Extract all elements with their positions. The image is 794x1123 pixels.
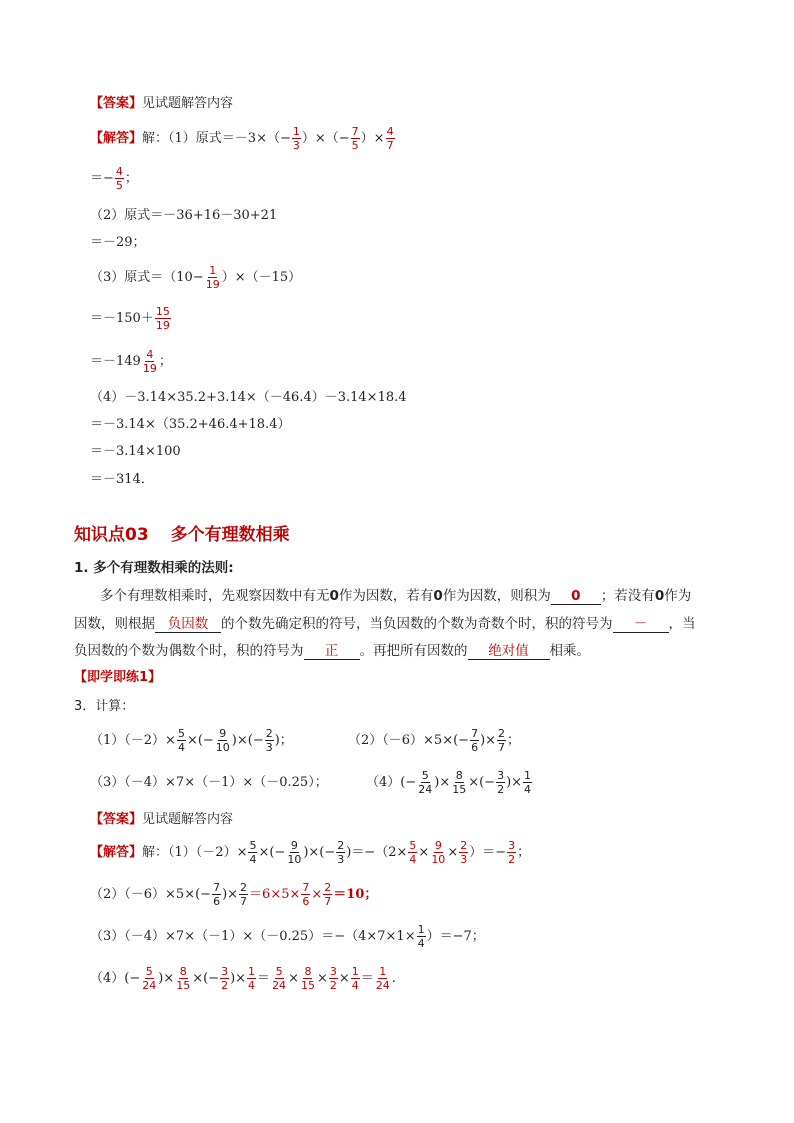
solution-line-4: ＝－29； bbox=[90, 235, 146, 250]
solution-step-4: （4）(− $\frac{5}{24}$ )× $\frac{8}{15}$ ×(− $\frac{3}{2}$ )× $\frac{1}{4}$ ＝ $\frac{5}{24}$ × $\frac{8}{15}$ × $\frac{3}{2}$ × $\frac{1}{4}$ ＝ $\frac{1}{24}$ . bbox=[90, 965, 396, 992]
fraction: $\frac{2}{3}$ bbox=[460, 839, 468, 866]
solution-line-2 bbox=[90, 162, 138, 196]
fraction: $\frac{4}{19}$ bbox=[142, 348, 157, 375]
question-2: （2）（－6）×5×(− $\frac{7}{6}$ )× $\frac{2}{7}$ ； bbox=[348, 727, 521, 754]
blank-absolute-value: 绝对值 bbox=[468, 643, 550, 660]
fraction: $\frac{5}{4}$ bbox=[249, 839, 257, 866]
heading-title: 多个有理数相乘 bbox=[170, 525, 290, 545]
fraction: $\frac{8}{15}$ bbox=[452, 769, 467, 796]
question-title: 3．计算： bbox=[74, 699, 135, 714]
answer-text: 见试题解答内容 bbox=[142, 812, 234, 827]
fraction: $\frac{3}{2}$ bbox=[508, 839, 516, 866]
fraction: $\frac{4}{7}$ bbox=[386, 125, 394, 152]
fraction: $\frac{1}{4}$ bbox=[524, 769, 532, 796]
rule-title: 1. 多个有理数相乘的法则: bbox=[74, 560, 234, 576]
solution-line-1 bbox=[90, 122, 396, 156]
heading-number: 知识点03 bbox=[74, 525, 149, 545]
solution-tag: 【解答】 bbox=[90, 845, 143, 860]
fraction: $\frac{2}{3}$ bbox=[337, 839, 345, 866]
answer-text: 见试题解答内容 bbox=[142, 96, 234, 111]
rule-line-2: 因数，则根据 负因数 的个数先确定积的符号，当负因数的个数为奇数个时，积的符号为 － ，当 bbox=[74, 616, 696, 632]
fraction: $\frac{7}{6}$ bbox=[213, 881, 221, 908]
solution-step-2: （2）（－6）×5×(− $\frac{7}{6}$ )× $\frac{2}{7}$ ＝6×5× $\frac{7}{6}$ × $\frac{2}{7}$ ＝10； bbox=[90, 881, 378, 908]
fraction: $\frac{9}{10}$ bbox=[431, 839, 446, 866]
question-1: （1）（－2）× $\frac{5}{4}$ ×(− $\frac{9}{10}$ )×(− $\frac{2}{3}$ )； bbox=[90, 727, 293, 754]
practice-tag: 【即学即练1】 bbox=[74, 670, 162, 685]
fraction: $\frac{2}{3}$ bbox=[265, 727, 273, 754]
question-4: （4）(− $\frac{5}{24}$ )× $\frac{8}{15}$ ×(− $\frac{3}{2}$ )× $\frac{1}{4}$ bbox=[366, 769, 532, 796]
blank-negative-sign: － bbox=[613, 616, 669, 633]
solution-line-5: （3）原式＝（10− $\frac{1}{19}$ ）×（－15） bbox=[90, 264, 302, 291]
solution-line-6: ＝－150＋ $\frac{15}{19}$ bbox=[90, 305, 170, 332]
fraction: $\frac{5}{24}$ bbox=[272, 965, 287, 992]
jie-label: 解： bbox=[142, 131, 169, 146]
solution-line-9: ＝－3.14×（35.2+46.4+18.4） bbox=[90, 417, 291, 432]
fraction: $\frac{1}{4}$ bbox=[248, 965, 256, 992]
rule-line-1: 多个有理数相乘时，先观察因数中有无0作为因数，若有0作为因数，则积为 0 ；若没有0作为 bbox=[100, 588, 692, 604]
expr-text: ； bbox=[124, 171, 138, 186]
expr-text: ）×（− bbox=[301, 131, 350, 146]
fraction: $\frac{5}{4}$ bbox=[177, 727, 185, 754]
solution-tag: 【解答】 bbox=[90, 131, 143, 146]
question-3: （3）（－4）×7×（－1）×（－0.25）； bbox=[90, 775, 328, 790]
answer-line-2 bbox=[90, 810, 233, 830]
fraction: $\frac{2}{7}$ bbox=[324, 881, 332, 908]
fraction: $\frac{1}{19}$ bbox=[205, 264, 220, 291]
fraction: $\frac{1}{24}$ bbox=[375, 965, 390, 992]
fraction: $\frac{8}{15}$ bbox=[176, 965, 191, 992]
solution-line-7: ＝－149 $\frac{4}{19}$ ； bbox=[90, 348, 172, 375]
fraction: $\frac{2}{7}$ bbox=[240, 881, 248, 908]
fraction: $\frac{9}{10}$ bbox=[215, 727, 230, 754]
fraction: $\frac{8}{15}$ bbox=[300, 965, 315, 992]
fraction: $\frac{1}{4}$ bbox=[351, 965, 359, 992]
expr-text: （1）原式＝－3×（− bbox=[168, 131, 291, 146]
answer-line-1 bbox=[90, 94, 233, 114]
fraction: $\frac{5}{24}$ bbox=[418, 769, 433, 796]
fraction: $\frac{1}{3}$ bbox=[292, 125, 300, 152]
solution-step-3: （3）（－4）×7×（－1）×（－0.25）＝−（4×7×1× $\frac{1}{4}$ ）＝−7； bbox=[90, 923, 485, 950]
fraction: $\frac{2}{7}$ bbox=[498, 727, 506, 754]
fraction: $\frac{9}{10}$ bbox=[287, 839, 302, 866]
blank-positive-sign: 正 bbox=[304, 643, 360, 660]
blank-product-zero: 0 bbox=[551, 588, 601, 605]
fraction: $\frac{7}{6}$ bbox=[302, 881, 310, 908]
fraction: $\frac{5}{24}$ bbox=[142, 965, 157, 992]
solution-line-3: （2）原式＝－36+16－30+21 bbox=[90, 208, 278, 223]
solution-line-8: （4）－3.14×35.2+3.14×（－46.4）－3.14×18.4 bbox=[90, 390, 407, 405]
expr-text: ）× bbox=[360, 131, 385, 146]
fraction: $\frac{15}{19}$ bbox=[155, 305, 170, 332]
fraction: $\frac{7}{5}$ bbox=[351, 125, 359, 152]
fraction: $\frac{5}{4}$ bbox=[409, 839, 417, 866]
solution-line-10: ＝－3.14×100 bbox=[90, 444, 181, 459]
solution-line-11: ＝－314． bbox=[90, 472, 154, 487]
fraction: $\frac{3}{2}$ bbox=[221, 965, 229, 992]
rule-line-3: 负因数的个数为偶数个时，积的符号为 正 。再把所有因数的 绝对值 相乘。 bbox=[74, 643, 590, 659]
fraction: $\frac{7}{6}$ bbox=[471, 727, 479, 754]
section-heading bbox=[74, 523, 290, 547]
fraction: $\frac{4}{5}$ bbox=[115, 165, 123, 192]
answer-tag: 【答案】 bbox=[90, 96, 143, 111]
fraction: $\frac{3}{2}$ bbox=[497, 769, 505, 796]
blank-negative-factors: 负因数 bbox=[155, 616, 221, 633]
fraction: $\frac{1}{4}$ bbox=[417, 923, 425, 950]
fraction: $\frac{3}{2}$ bbox=[329, 965, 337, 992]
solution-step-1: 【解答】解：（1）（－2）× $\frac{5}{4}$ ×(− $\frac{9}{10}$ )×(− $\frac{2}{3}$ )＝−（2× $\frac{5}{4}$ × $\frac{9}{10}$ × $\frac{2}{3}$ ）＝− $\frac{3}{2}$ ； bbox=[90, 839, 531, 866]
answer-tag: 【答案】 bbox=[90, 812, 143, 827]
expr-text: ＝− bbox=[90, 171, 114, 186]
